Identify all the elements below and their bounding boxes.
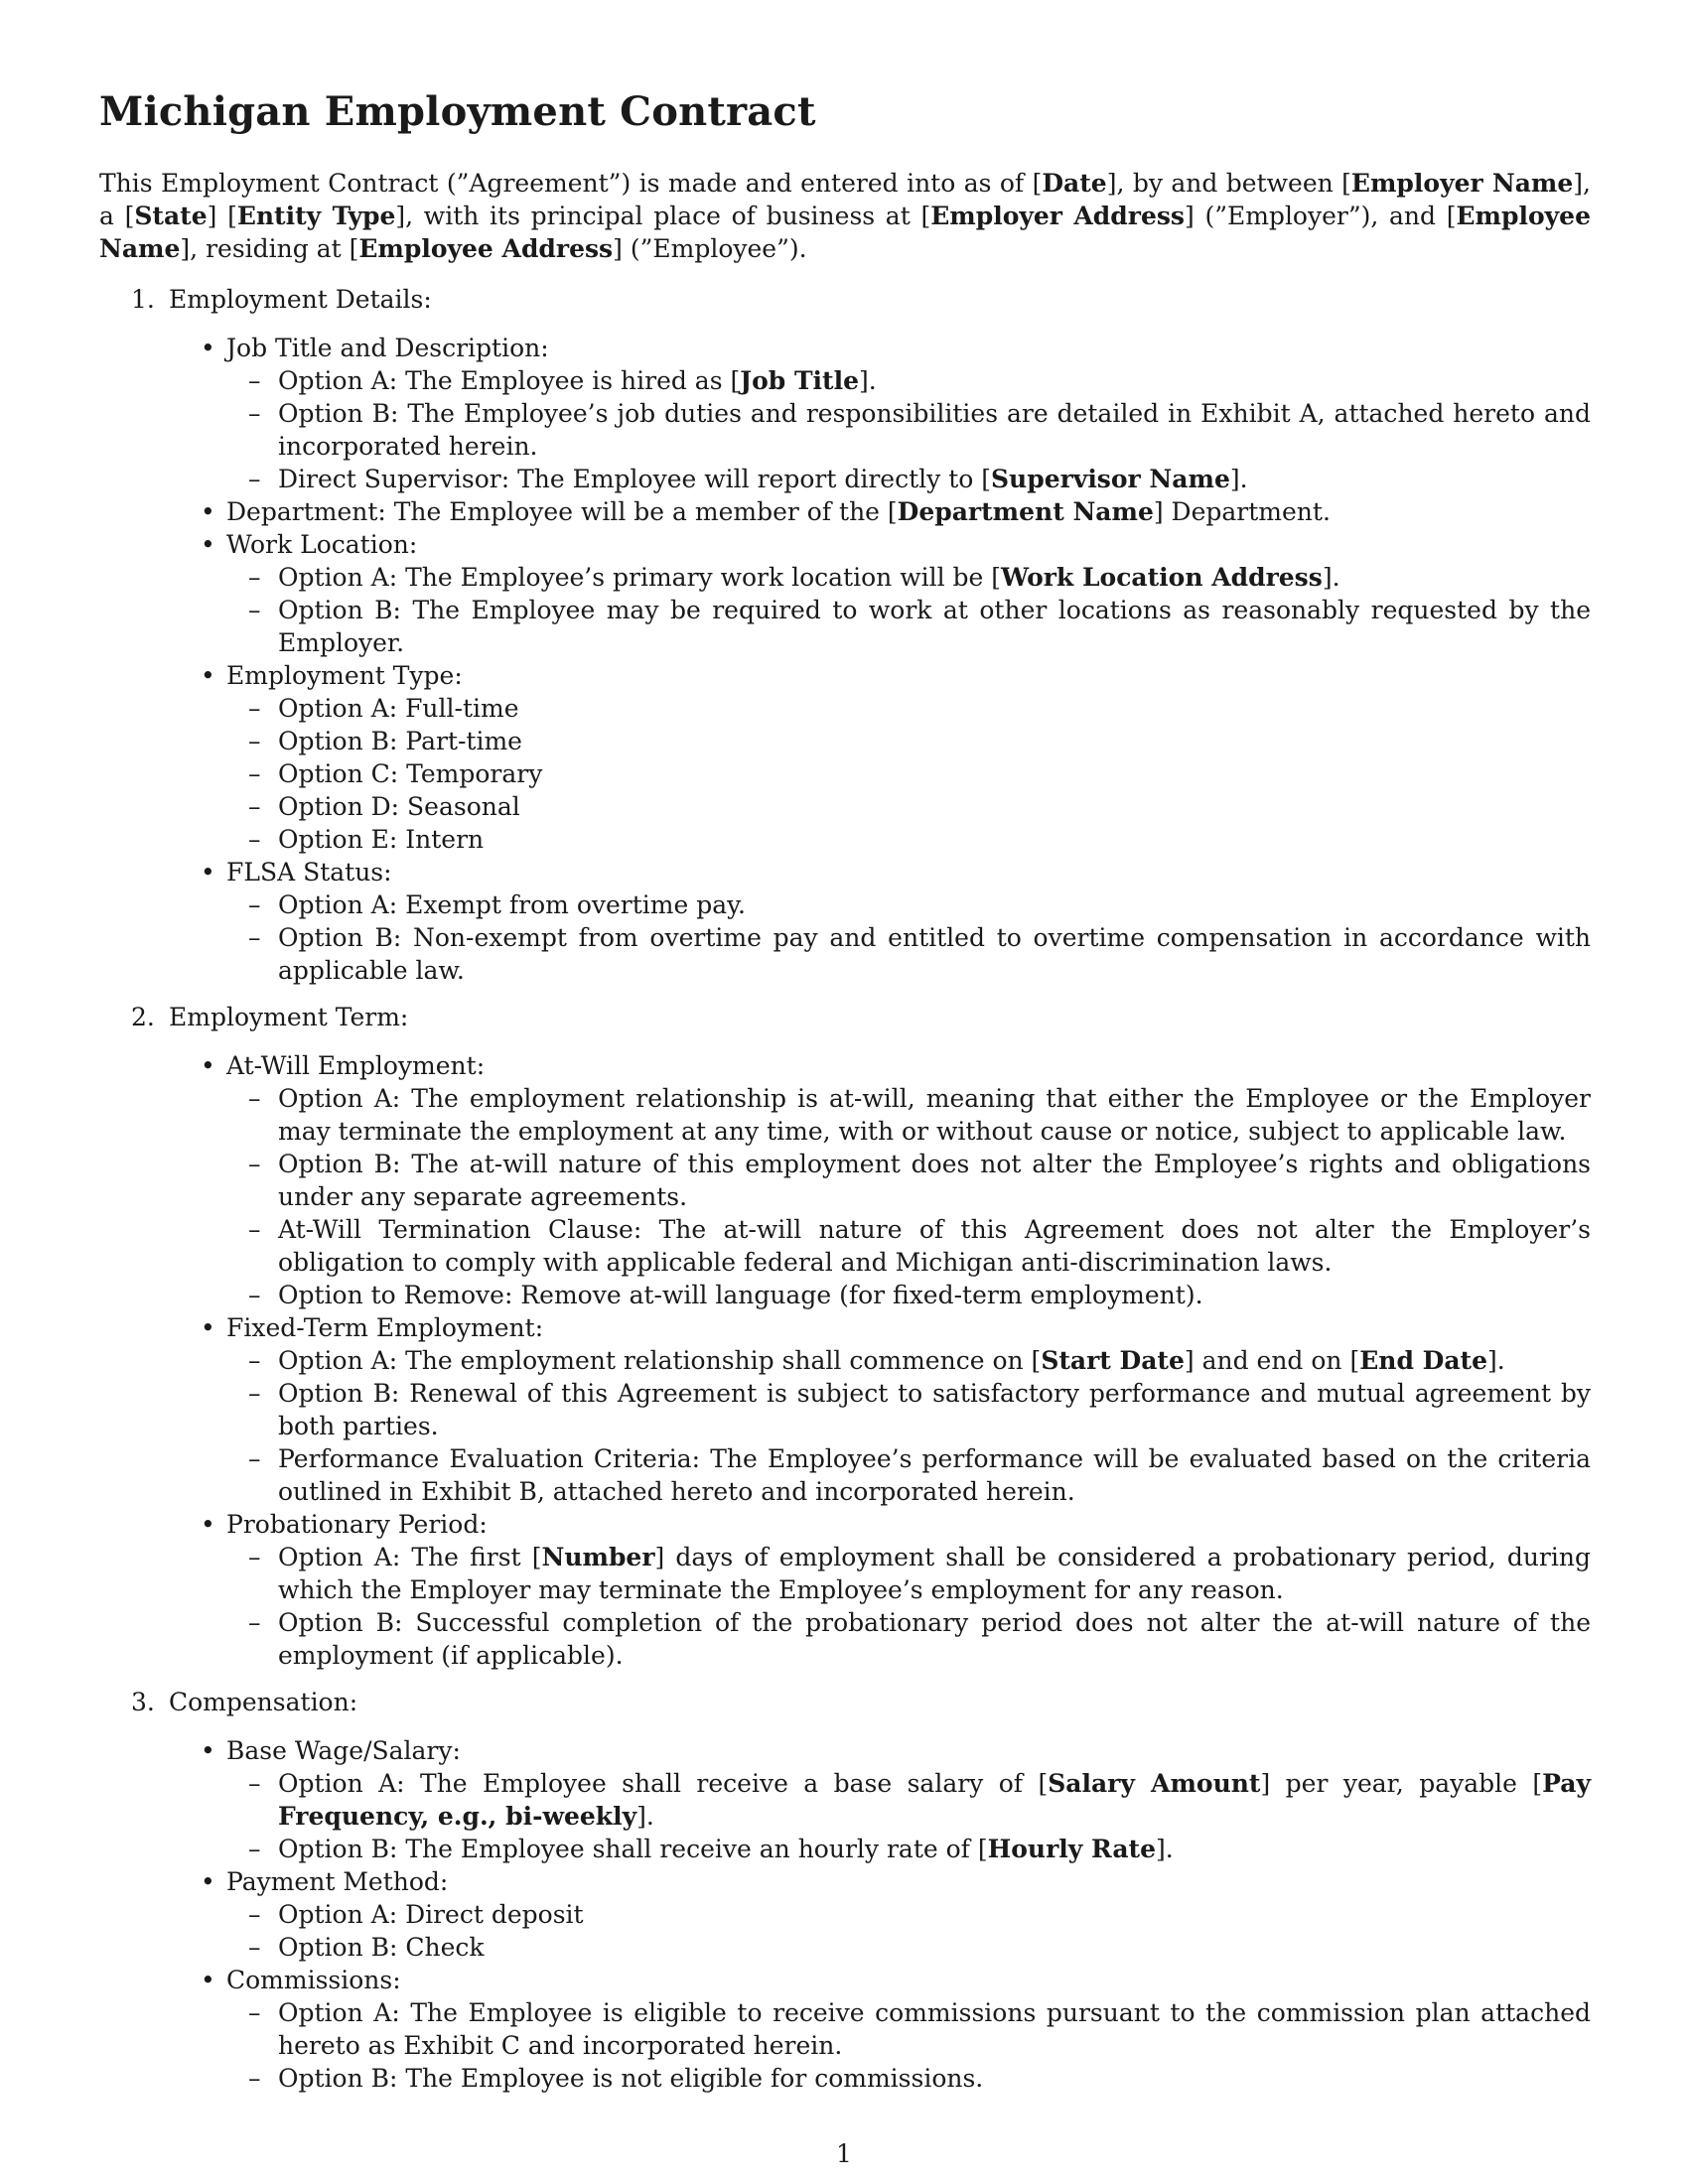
- sub-item: [248, 790, 1591, 823]
- intro-paragraph: [99, 167, 1591, 265]
- placeholder-field: Supervisor Name: [991, 465, 1230, 493]
- text-run: Option B: Part-time: [278, 727, 522, 755]
- list-item: [201, 1049, 1591, 1311]
- dash-icon: –: [248, 1900, 261, 1929]
- section-heading: [99, 1001, 1591, 1033]
- text-run: ] days of employment shall be considered a probationary period, during which the Employer may terminate the Employee’s employment for any reason.: [278, 1543, 1591, 1604]
- dash-icon: –: [248, 792, 261, 821]
- text-run: ].: [636, 1802, 654, 1831]
- bullet-list: [99, 1049, 1591, 1672]
- placeholder-field: Entity Type: [236, 202, 396, 230]
- text-run: Option D: Seasonal: [278, 792, 520, 821]
- sub-item: [248, 921, 1591, 987]
- text-run: Option A: The Employee’s primary work location will be [: [278, 563, 1002, 592]
- section-heading: [99, 1686, 1591, 1718]
- dash-icon: –: [248, 727, 261, 755]
- sub-item: [248, 561, 1591, 594]
- bullet-icon: •: [201, 858, 215, 887]
- sub-item: [248, 1082, 1591, 1148]
- dash-icon: –: [248, 1933, 261, 1962]
- sub-item: [248, 1344, 1591, 1377]
- placeholder-field: Number: [541, 1543, 655, 1571]
- bullet-text: Fixed-Term Employment:: [226, 1313, 544, 1342]
- sub-item: [248, 1996, 1591, 2062]
- sub-list: [226, 1541, 1591, 1672]
- placeholder-field: State: [134, 202, 208, 230]
- text-run: Option B: The Employee shall receive an hourly rate of [: [278, 1835, 988, 1863]
- bullet-text: Base Wage/Salary:: [226, 1736, 461, 1765]
- dash-icon: –: [248, 465, 261, 493]
- sub-list: [226, 1344, 1591, 1508]
- sub-list: [226, 1082, 1591, 1311]
- text-run: ], with its principal place of business at [: [395, 202, 931, 230]
- section-title: Employment Details:: [169, 285, 432, 314]
- bullet-label: [201, 528, 1591, 561]
- dash-icon: –: [248, 596, 261, 624]
- text-run: ], a [: [99, 169, 1591, 230]
- text-run: Performance Evaluation Criteria: The Employee’s performance will be evaluated based on the criteria outlined in Exhibit B, attached hereto and incorporated herein.: [278, 1444, 1591, 1506]
- list-item: [201, 528, 1591, 659]
- placeholder-field: Work Location Address: [1001, 563, 1323, 592]
- section-title: Employment Term:: [169, 1003, 409, 1031]
- bullet-text: FLSA Status:: [226, 858, 392, 887]
- text-run: ] [: [207, 202, 237, 230]
- sub-item: [248, 2062, 1591, 2095]
- text-run: ] (”Employer”), and [: [1185, 202, 1457, 230]
- contract-page: [99, 87, 1591, 2109]
- bullet-text: Work Location:: [226, 530, 418, 559]
- text-run: ].: [1229, 465, 1248, 493]
- bullet-icon: •: [201, 1867, 215, 1896]
- sub-list: [226, 561, 1591, 659]
- text-run: Option A: The employment relationship is at-will, meaning that either the Employee or the Employer may terminate the employment at any time, with or without cause or notice, subject to applicable law.: [278, 1084, 1591, 1146]
- placeholder-field: Employee Name: [99, 202, 1591, 263]
- placeholder-field: Start Date: [1041, 1346, 1185, 1375]
- dash-icon: –: [248, 1346, 261, 1375]
- dash-icon: –: [248, 1769, 261, 1798]
- text-run: ].: [1486, 1346, 1505, 1375]
- page-number: 1: [836, 2139, 852, 2168]
- sub-item: [248, 1541, 1591, 1606]
- list-item: [201, 1508, 1591, 1672]
- dash-icon: –: [248, 890, 261, 919]
- bullet-text: Commissions:: [226, 1966, 401, 1994]
- placeholder-field: Job Title: [740, 366, 859, 395]
- dash-icon: –: [248, 1084, 261, 1113]
- bullet-icon: •: [201, 334, 215, 362]
- document-title: Michigan Employment Contract: [99, 88, 816, 135]
- bullet-icon: •: [201, 1313, 215, 1342]
- bullet-label: [201, 1311, 1591, 1344]
- section-list: [99, 283, 1591, 2095]
- text-run: Option B: Check: [278, 1933, 485, 1962]
- bullet-label: [201, 1734, 1591, 1767]
- text-run: Option A: The Employee is hired as [: [278, 366, 741, 395]
- sub-item: [248, 1898, 1591, 1931]
- text-run: ], residing at [: [180, 234, 359, 263]
- sub-list: [226, 1996, 1591, 2095]
- sub-item: [248, 757, 1591, 790]
- bullet-text: Employment Type:: [226, 661, 463, 690]
- sub-item: [248, 725, 1591, 757]
- placeholder-field: Employer Address: [930, 202, 1185, 230]
- list-item: [201, 856, 1591, 987]
- sub-item: [248, 1833, 1591, 1865]
- text-run: ].: [1322, 563, 1340, 592]
- bullet-text: Payment Method:: [226, 1867, 449, 1896]
- bullet-label: [201, 1865, 1591, 1898]
- sub-item: [248, 1931, 1591, 1964]
- section-number: 3.: [131, 1688, 155, 1716]
- text-run: ] Department.: [1153, 497, 1331, 526]
- section-number: 1.: [131, 285, 155, 314]
- dash-icon: –: [248, 399, 261, 428]
- text-run: Option A: The Employee is eligible to receive commissions pursuant to the commission plan attached hereto as Exhibit C and incorporated herein.: [278, 1998, 1591, 2060]
- text-run: Option B: The Employee may be required to work at other locations as reasonably requested by the Employer.: [278, 596, 1591, 657]
- text-run: At-Will Termination Clause: The at-will nature of this Agreement does not alter the Employer’s obligation to comply with applicable federal and Michigan anti-discrimination laws.: [278, 1215, 1591, 1277]
- text-run: Option B: The at-will nature of this employment does not alter the Employee’s rights and obligations under any separate agreements.: [278, 1150, 1591, 1211]
- bullet-label: [201, 1508, 1591, 1541]
- dash-icon: –: [248, 1444, 261, 1473]
- bullet-list: [99, 1734, 1591, 2095]
- text-run: Option A: The employment relationship shall commence on [: [278, 1346, 1042, 1375]
- dash-icon: –: [248, 1281, 261, 1309]
- bullet-icon: •: [201, 1736, 215, 1765]
- dash-icon: –: [248, 1215, 261, 1244]
- sub-item: [248, 594, 1591, 659]
- bullet-label: [201, 856, 1591, 888]
- sub-item: [248, 1148, 1591, 1213]
- text-run: Option B: Renewal of this Agreement is subject to satisfactory performance and mutual agreement by both parties.: [278, 1379, 1591, 1440]
- dash-icon: –: [248, 759, 261, 788]
- placeholder-field: Salary Amount: [1048, 1769, 1261, 1798]
- sub-item: [248, 1213, 1591, 1279]
- sub-item: [248, 1279, 1591, 1311]
- text-run: ] and end on [: [1184, 1346, 1360, 1375]
- dash-icon: –: [248, 563, 261, 592]
- dash-icon: –: [248, 1608, 261, 1637]
- dash-icon: –: [248, 366, 261, 395]
- dash-icon: –: [248, 1835, 261, 1863]
- text-run: ].: [859, 366, 877, 395]
- sub-item: [248, 1442, 1591, 1508]
- dash-icon: –: [248, 2064, 261, 2093]
- text-run: Option A: The Employee shall receive a base salary of [: [278, 1769, 1049, 1798]
- sub-item: [248, 823, 1591, 856]
- text-run: Option B: The Employee is not eligible for commissions.: [278, 2064, 984, 2093]
- sub-item: [248, 888, 1591, 921]
- placeholder-field: Department Name: [897, 497, 1154, 526]
- sub-item: [248, 1377, 1591, 1442]
- dash-icon: –: [248, 1150, 261, 1178]
- section-1: [99, 283, 1591, 987]
- section-3: [99, 1686, 1591, 2095]
- section-heading: [99, 283, 1591, 316]
- bullet-label: [201, 659, 1591, 692]
- dash-icon: –: [248, 923, 261, 952]
- placeholder-field: End Date: [1359, 1346, 1487, 1375]
- bullet-list: [99, 332, 1591, 987]
- sub-list: [226, 888, 1591, 987]
- text-run: This Employment Contract (”Agreement”) is made and entered into as of [: [99, 169, 1043, 198]
- bullet-icon: •: [201, 497, 215, 526]
- bullet-icon: •: [201, 1966, 215, 1994]
- text-run: ].: [1156, 1835, 1174, 1863]
- list-item: [201, 1734, 1592, 1865]
- placeholder-field: Hourly Rate: [987, 1835, 1156, 1863]
- dash-icon: –: [248, 1379, 261, 1408]
- bullet-icon: •: [201, 661, 215, 690]
- bullet-label: [201, 332, 1591, 364]
- dash-icon: –: [248, 694, 261, 723]
- text-run: ], by and between [: [1106, 169, 1351, 198]
- sub-list: [226, 364, 1591, 495]
- bullet-label: [201, 1964, 1591, 1996]
- list-item: [201, 1964, 1591, 2095]
- text-run: Option C: Temporary: [278, 759, 543, 788]
- section-number: 2.: [131, 1003, 155, 1031]
- sub-item: [248, 364, 1591, 397]
- dash-icon: –: [248, 825, 261, 854]
- text-run: Option A: Direct deposit: [278, 1900, 584, 1929]
- text-run: ] per year, payable [: [1260, 1769, 1543, 1798]
- sub-item: [248, 1767, 1592, 1833]
- text-run: Option A: The first [: [278, 1543, 542, 1571]
- list-item: [201, 495, 1591, 528]
- text-run: Option B: Non-exempt from overtime pay and entitled to overtime compensation in accordance with applicable law.: [278, 923, 1591, 985]
- text-run: Option B: Successful completion of the probationary period does not alter the at-will nature of the employment (if applicable).: [278, 1608, 1591, 1670]
- bullet-text: Job Title and Description:: [226, 334, 549, 362]
- list-item: [201, 1311, 1591, 1508]
- section-2: [99, 1001, 1591, 1672]
- section-title: Compensation:: [169, 1688, 358, 1716]
- sub-list: [226, 692, 1591, 856]
- text-run: Direct Supervisor: The Employee will report directly to [: [278, 465, 991, 493]
- text-run: Option B: The Employee’s job duties and responsibilities are detailed in Exhibit A, attached hereto and incorporated herein.: [278, 399, 1591, 461]
- bullet-icon: •: [201, 530, 215, 559]
- bullet-text: At-Will Employment:: [226, 1051, 486, 1080]
- text-run: Option E: Intern: [278, 825, 485, 854]
- dash-icon: –: [248, 1543, 261, 1571]
- sub-list: [226, 1767, 1591, 1865]
- sub-item: [248, 692, 1591, 725]
- sub-item: [248, 463, 1591, 495]
- sub-item: [248, 397, 1591, 463]
- text-run: Option to Remove: Remove at-will language (for fixed-term employment).: [278, 1281, 1203, 1309]
- bullet-label: [201, 1049, 1591, 1082]
- list-item: [201, 659, 1591, 856]
- text-run: Option A: Exempt from overtime pay.: [278, 890, 746, 919]
- text-run: Option A: Full-time: [278, 694, 519, 723]
- list-item: [201, 332, 1591, 495]
- placeholder-field: Employer Name: [1350, 169, 1574, 198]
- text-run: Department: The Employee will be a member of the [: [226, 497, 898, 526]
- placeholder-field: Pay Frequency, e.g., bi-weekly: [278, 1769, 1592, 1831]
- sub-item: [248, 1606, 1591, 1672]
- bullet-icon: •: [201, 1051, 215, 1080]
- bullet-text: Probationary Period:: [226, 1510, 488, 1539]
- sub-list: [226, 1898, 1591, 1964]
- text-run: ] (”Employee”).: [613, 234, 807, 263]
- placeholder-field: Employee Address: [358, 234, 614, 263]
- bullet-icon: •: [201, 1510, 215, 1539]
- placeholder-field: Date: [1042, 169, 1107, 198]
- list-item: [201, 1865, 1591, 1964]
- bullet-label: [201, 495, 1591, 528]
- dash-icon: –: [248, 1998, 261, 2027]
